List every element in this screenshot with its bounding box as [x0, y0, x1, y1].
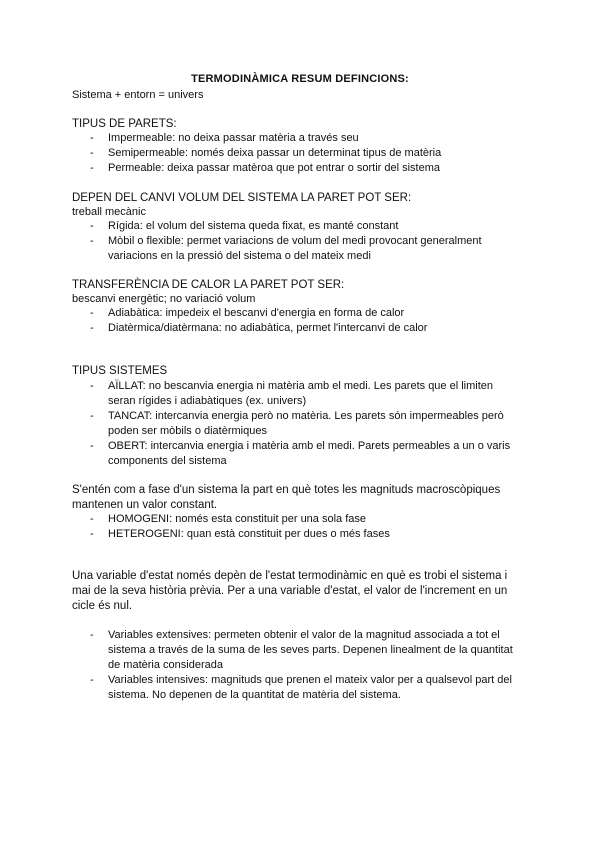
section-subheading-calor: bescanvi energètic; no variació volum [72, 293, 256, 305]
list-item: - TANCAT: intercanvia energia però no matèria. Les parets són impermeables però poden ser mòbils o diatèrmiques [90, 410, 504, 437]
section-heading-volum: DEPEN DEL CANVI VOLUM DEL SISTEMA LA PARET POT SER: [72, 192, 412, 204]
fase-list [0, 512, 600, 542]
list-item: - OBERT: intercanvia energia i matèria amb el medi. Parets permeables a un o varis components del sistema [90, 440, 511, 467]
sistemes-list [0, 379, 600, 469]
list-item: - Impermeable: no deixa passar matèria a través seu [90, 132, 359, 144]
section-heading-sistemes: TIPUS SISTEMES [72, 365, 168, 377]
parets-list [0, 131, 600, 176]
variables-list [0, 628, 600, 703]
list-item: - Mòbil o flexible: permet variacions de volum del medi provocant generalment variacions en la pressió del sistema o del mateix medi [90, 235, 482, 262]
list-item: - Permeable: deixa passar matèroa que pot entrar o sortir del sistema [90, 162, 440, 174]
list-item: - Variables intensives: magnituds que prenen el mateix valor per a qualsevol part del sistema. No depenen de la quantitat de matèria del sistema. [90, 674, 512, 701]
calor-list [0, 306, 600, 336]
fase-paragraph: S'entén com a fase d'un sistema la part en què totes les magnituds macroscòpiques mantenen un valor constant. [72, 484, 501, 511]
list-item: - AÏLLAT: no bescanvia energia ni matèria amb el medi. Les parets que el limiten seran rígides i adiabàtiques (ex. univers) [90, 380, 494, 407]
document-title: TERMODINÀMICA RESUM DEFINCIONS: [191, 73, 409, 85]
list-item: - Diatèrmica/diatèrmana: no adiabàtica, permet l'intercanvi de calor [90, 322, 428, 334]
list-item: - HOMOGENI: només esta constituit per una sola fase [90, 513, 367, 525]
estat-paragraph: Una variable d'estat només depèn de l'estat termodinàmic en què es trobi el sistema i mai de la seva història prèvia. Per a una variable d'estat, el valor de l'increment en un cicle és nul. [72, 570, 508, 612]
section-heading-calor: TRANSFERÈNCIA DE CALOR LA PARET POT SER: [72, 279, 345, 291]
list-item: - Semipermeable: només deixa passar un determinat tipus de matèria [90, 147, 442, 159]
list-item: - Adiabàtica: impedeix el bescanvi d'energia en forma de calor [90, 307, 405, 319]
list-item: - HETEROGENI: quan està constituit per dues o més fases [90, 528, 390, 540]
volum-list [0, 219, 600, 264]
section-subheading-volum: treball mecànic [72, 206, 146, 218]
section-heading-parets: TIPUS DE PARETS: [72, 118, 177, 130]
intro-line: Sistema + entorn = univers [72, 89, 204, 101]
list-item: - Rígida: el volum del sistema queda fixat, es manté constant [90, 220, 399, 232]
list-item: - Variables extensives: permeten obtenir el valor de la magnitud associada a tot el sistema a través de la suma de les seves parts. Depenen linealment de la quantitat de matèria considerada [90, 629, 513, 671]
